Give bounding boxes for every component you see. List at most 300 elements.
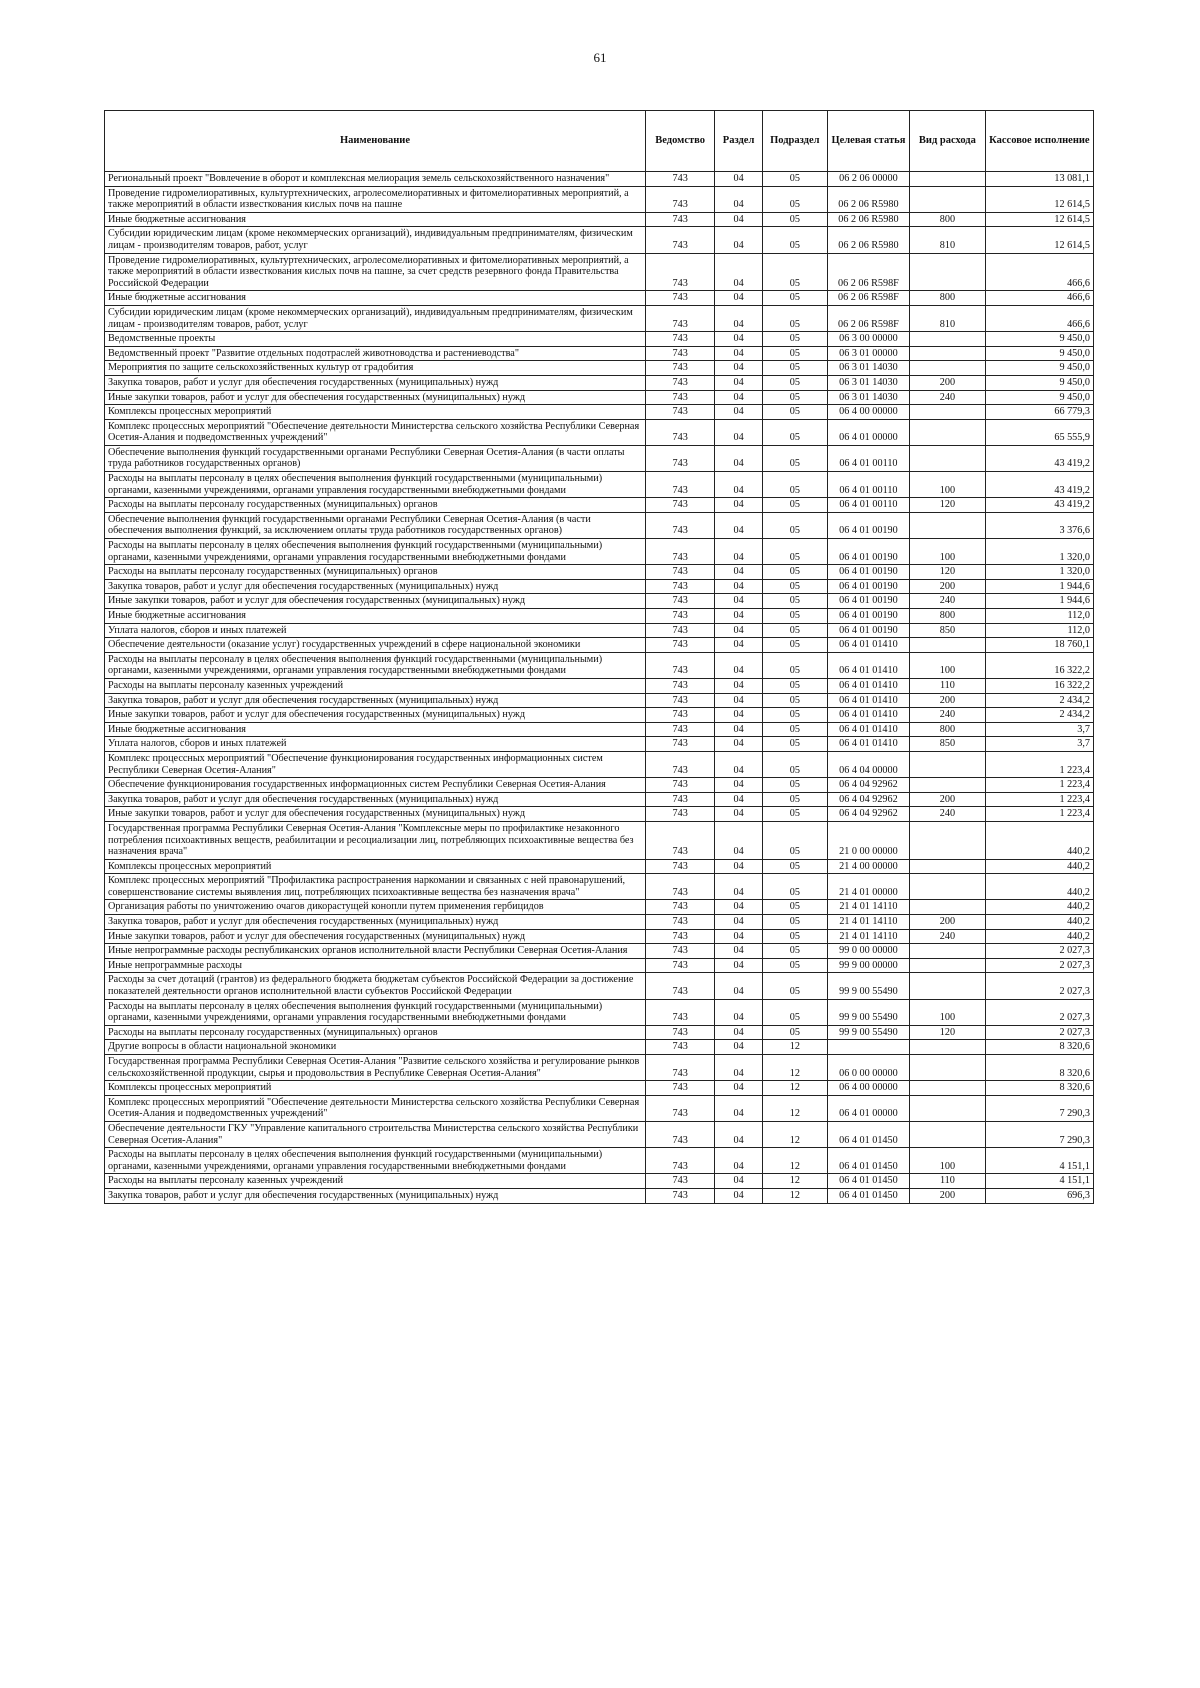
cell-name: Иные бюджетные ассигнования (105, 609, 646, 624)
cell-execution: 9 450,0 (985, 375, 1093, 390)
cell-dept: 743 (646, 1025, 715, 1040)
cell-subsection: 05 (762, 512, 827, 538)
cell-expense-type (910, 445, 986, 471)
cell-dept: 743 (646, 305, 715, 331)
page-number: 61 (593, 50, 607, 65)
cell-name: Иные бюджетные ассигнования (105, 291, 646, 306)
cell-section: 04 (715, 874, 763, 900)
cell-section: 04 (715, 915, 763, 930)
table-row (105, 227, 1094, 253)
cell-subsection: 05 (762, 874, 827, 900)
cell-execution: 1 944,6 (985, 579, 1093, 594)
cell-name: Государственная программа Республики Северная Осетия-Алания "Развитие сельского хозяйства и регулирование рынков сельскохозяйственной продукции, сырья и продовольствия в Республике Северная Осетия-Алания" (105, 1055, 646, 1081)
cell-execution: 1 223,4 (985, 807, 1093, 822)
cell-section: 04 (715, 1121, 763, 1147)
cell-execution: 440,2 (985, 874, 1093, 900)
cell-name: Закупка товаров, работ и услуг для обеспечения государственных (муниципальных) нужд (105, 693, 646, 708)
cell-expense-type (910, 1081, 986, 1096)
cell-name: Расходы за счет дотаций (грантов) из федерального бюджета бюджетам субъектов Российской Федерации за достижение показателей деятельности органов исполнительной власти субъектов Российской Федерации (105, 973, 646, 999)
table-row (105, 623, 1094, 638)
cell-section: 04 (715, 565, 763, 580)
cell-execution: 1 944,6 (985, 594, 1093, 609)
cell-name: Уплата налогов, сборов и иных платежей (105, 737, 646, 752)
cell-section: 04 (715, 859, 763, 874)
cell-expense-type (910, 172, 986, 187)
cell-name: Расходы на выплаты персоналу государственных (муниципальных) органов (105, 1025, 646, 1040)
cell-subsection: 05 (762, 792, 827, 807)
table-row (105, 212, 1094, 227)
cell-name: Комплекс процессных мероприятий "Профилактика распространения наркомании и связанных с ней правонарушений, совершенствование системы выявления лиц, потребляющих психоактивные вещества без назначения врача" (105, 874, 646, 900)
table-row (105, 375, 1094, 390)
cell-expense-type: 800 (910, 609, 986, 624)
cell-expense-type: 200 (910, 375, 986, 390)
cell-execution: 440,2 (985, 929, 1093, 944)
cell-execution: 8 320,6 (985, 1081, 1093, 1096)
cell-execution: 9 450,0 (985, 332, 1093, 347)
cell-execution: 112,0 (985, 623, 1093, 638)
cell-target: 99 9 00 00000 (827, 958, 909, 973)
cell-target: 06 4 01 00190 (827, 512, 909, 538)
cell-dept: 743 (646, 594, 715, 609)
cell-section: 04 (715, 472, 763, 498)
cell-dept: 743 (646, 678, 715, 693)
table-row (105, 390, 1094, 405)
cell-name: Расходы на выплаты персоналу в целях обеспечения выполнения функций государственными (муниципальными) органами, казенными учреждениями, органами управления государственными внебюджетными фондами (105, 539, 646, 565)
cell-target: 06 4 01 01410 (827, 722, 909, 737)
cell-execution: 43 419,2 (985, 498, 1093, 513)
cell-target: 06 4 01 01410 (827, 638, 909, 653)
table-row (105, 751, 1094, 777)
cell-section: 04 (715, 722, 763, 737)
cell-target: 06 4 01 00000 (827, 1095, 909, 1121)
cell-name: Ведомственные проекты (105, 332, 646, 347)
cell-dept: 743 (646, 792, 715, 807)
cell-dept: 743 (646, 944, 715, 959)
cell-dept: 743 (646, 186, 715, 212)
cell-section: 04 (715, 346, 763, 361)
cell-execution: 66 779,3 (985, 405, 1093, 420)
table-row (105, 1040, 1094, 1055)
table-row (105, 859, 1094, 874)
cell-dept: 743 (646, 172, 715, 187)
table-row (105, 999, 1094, 1025)
cell-subsection: 05 (762, 253, 827, 291)
cell-subsection: 12 (762, 1040, 827, 1055)
cell-section: 04 (715, 375, 763, 390)
cell-dept: 743 (646, 1148, 715, 1174)
cell-execution: 466,6 (985, 305, 1093, 331)
cell-dept: 743 (646, 859, 715, 874)
cell-section: 04 (715, 1095, 763, 1121)
table-row (105, 792, 1094, 807)
table-row (105, 722, 1094, 737)
cell-name: Закупка товаров, работ и услуг для обеспечения государственных (муниципальных) нужд (105, 915, 646, 930)
cell-section: 04 (715, 291, 763, 306)
cell-name: Проведение гидромелиоративных, культуртехнических, агролесомелиоративных и фитомелиоративных мероприятий, а также мероприятий в области известкования кислых почв на пашне (105, 186, 646, 212)
cell-subsection: 05 (762, 821, 827, 859)
cell-execution: 2 434,2 (985, 708, 1093, 723)
cell-expense-type (910, 1055, 986, 1081)
cell-subsection: 05 (762, 594, 827, 609)
cell-expense-type: 120 (910, 565, 986, 580)
cell-execution: 1 223,4 (985, 778, 1093, 793)
cell-execution: 7 290,3 (985, 1121, 1093, 1147)
cell-target: 06 4 01 00190 (827, 579, 909, 594)
cell-subsection: 05 (762, 737, 827, 752)
table-row (105, 821, 1094, 859)
cell-section: 04 (715, 623, 763, 638)
cell-name: Иные бюджетные ассигнования (105, 212, 646, 227)
cell-expense-type: 240 (910, 807, 986, 822)
cell-section: 04 (715, 390, 763, 405)
cell-name: Расходы на выплаты персоналу в целях обеспечения выполнения функций государственными (муниципальными) органами, казенными учреждениями, органами управления государственными внебюджетными фондами (105, 652, 646, 678)
cell-section: 04 (715, 539, 763, 565)
cell-target: 99 9 00 55490 (827, 999, 909, 1025)
cell-execution: 2 027,3 (985, 958, 1093, 973)
cell-name: Комплекс процессных мероприятий "Обеспечение функционирования государственных информационных систем Республики Северная Осетия-Алания" (105, 751, 646, 777)
cell-expense-type: 120 (910, 498, 986, 513)
cell-target: 06 4 00 00000 (827, 1081, 909, 1096)
cell-expense-type: 100 (910, 652, 986, 678)
cell-execution: 466,6 (985, 291, 1093, 306)
cell-section: 04 (715, 1040, 763, 1055)
cell-execution: 440,2 (985, 900, 1093, 915)
cell-section: 04 (715, 652, 763, 678)
cell-execution: 65 555,9 (985, 419, 1093, 445)
cell-section: 04 (715, 1174, 763, 1189)
cell-target: 06 4 04 92962 (827, 778, 909, 793)
cell-subsection: 05 (762, 445, 827, 471)
table-row (105, 807, 1094, 822)
cell-section: 04 (715, 445, 763, 471)
cell-execution: 12 614,5 (985, 186, 1093, 212)
table-row (105, 565, 1094, 580)
cell-expense-type: 100 (910, 999, 986, 1025)
cell-dept: 743 (646, 929, 715, 944)
cell-subsection: 05 (762, 778, 827, 793)
cell-name: Расходы на выплаты персоналу в целях обеспечения выполнения функций государственными (муниципальными) органами, казенными учреждениями, органами управления государственными внебюджетными фондами (105, 1148, 646, 1174)
cell-expense-type: 110 (910, 1174, 986, 1189)
cell-dept: 743 (646, 579, 715, 594)
cell-section: 04 (715, 821, 763, 859)
cell-name: Субсидии юридическим лицам (кроме некоммерческих организаций), индивидуальным предпринимателям, физическим лицам - производителям товаров, работ, услуг (105, 227, 646, 253)
cell-subsection: 05 (762, 291, 827, 306)
cell-dept: 743 (646, 498, 715, 513)
cell-execution: 440,2 (985, 859, 1093, 874)
cell-name: Закупка товаров, работ и услуг для обеспечения государственных (муниципальных) нужд (105, 792, 646, 807)
cell-dept: 743 (646, 722, 715, 737)
cell-subsection: 05 (762, 305, 827, 331)
cell-execution: 440,2 (985, 915, 1093, 930)
cell-section: 04 (715, 678, 763, 693)
cell-dept: 743 (646, 874, 715, 900)
cell-target: 06 2 06 R598F (827, 291, 909, 306)
cell-subsection: 05 (762, 929, 827, 944)
cell-name: Обеспечение деятельности ГКУ "Управление капитального строительства Министерства сельского хозяйства Республики Северная Осетия-Алания" (105, 1121, 646, 1147)
cell-name: Другие вопросы в области национальной экономики (105, 1040, 646, 1055)
cell-expense-type (910, 1095, 986, 1121)
cell-subsection: 05 (762, 958, 827, 973)
cell-target: 21 0 00 00000 (827, 821, 909, 859)
cell-execution: 1 223,4 (985, 792, 1093, 807)
cell-target: 21 4 01 14110 (827, 929, 909, 944)
cell-target (827, 1040, 909, 1055)
cell-section: 04 (715, 172, 763, 187)
cell-execution: 9 450,0 (985, 361, 1093, 376)
table-row (105, 419, 1094, 445)
table-row (105, 929, 1094, 944)
cell-subsection: 05 (762, 227, 827, 253)
cell-dept: 743 (646, 652, 715, 678)
cell-execution: 2 027,3 (985, 973, 1093, 999)
table-row (105, 609, 1094, 624)
cell-expense-type: 800 (910, 722, 986, 737)
column-header-section: Раздел (715, 111, 763, 172)
cell-target: 06 2 06 R598F (827, 305, 909, 331)
cell-section: 04 (715, 1055, 763, 1081)
cell-section: 04 (715, 332, 763, 347)
cell-subsection: 05 (762, 346, 827, 361)
cell-name: Комплекс процессных мероприятий "Обеспечение деятельности Министерства сельского хозяйства Республики Северная Осетия-Алания и подведомственных учреждений" (105, 419, 646, 445)
cell-target: 06 3 00 00000 (827, 332, 909, 347)
table-row (105, 332, 1094, 347)
cell-dept: 743 (646, 751, 715, 777)
cell-expense-type: 800 (910, 212, 986, 227)
cell-execution: 12 614,5 (985, 227, 1093, 253)
cell-name: Иные непрограммные расходы (105, 958, 646, 973)
cell-dept: 743 (646, 623, 715, 638)
cell-dept: 743 (646, 915, 715, 930)
cell-name: Комплекс процессных мероприятий "Обеспечение деятельности Министерства сельского хозяйства Республики Северная Осетия-Алания и подведомственных учреждений" (105, 1095, 646, 1121)
cell-target: 06 4 01 00190 (827, 623, 909, 638)
cell-execution: 1 320,0 (985, 539, 1093, 565)
cell-dept: 743 (646, 1040, 715, 1055)
cell-dept: 743 (646, 472, 715, 498)
cell-target: 06 4 01 00110 (827, 445, 909, 471)
cell-subsection: 05 (762, 172, 827, 187)
table-row (105, 253, 1094, 291)
budget-execution-table (104, 110, 1094, 1204)
column-header-dept: Ведомство (646, 111, 715, 172)
cell-section: 04 (715, 1188, 763, 1203)
cell-section: 04 (715, 1148, 763, 1174)
table-row (105, 973, 1094, 999)
cell-execution: 3 376,6 (985, 512, 1093, 538)
cell-dept: 743 (646, 1188, 715, 1203)
cell-subsection: 05 (762, 999, 827, 1025)
cell-expense-type (910, 958, 986, 973)
cell-dept: 743 (646, 361, 715, 376)
cell-subsection: 05 (762, 915, 827, 930)
table-row (105, 291, 1094, 306)
cell-section: 04 (715, 929, 763, 944)
cell-expense-type (910, 638, 986, 653)
cell-target: 06 4 01 01450 (827, 1148, 909, 1174)
cell-subsection: 05 (762, 652, 827, 678)
table-row (105, 1148, 1094, 1174)
cell-dept: 743 (646, 737, 715, 752)
cell-subsection: 05 (762, 678, 827, 693)
cell-dept: 743 (646, 375, 715, 390)
table-row (105, 1121, 1094, 1147)
cell-expense-type: 200 (910, 915, 986, 930)
cell-target: 99 0 00 00000 (827, 944, 909, 959)
table-row (105, 638, 1094, 653)
cell-target: 06 4 01 01410 (827, 678, 909, 693)
cell-dept: 743 (646, 390, 715, 405)
cell-name: Расходы на выплаты персоналу казенных учреждений (105, 678, 646, 693)
cell-expense-type (910, 1121, 986, 1147)
cell-target: 06 4 01 01410 (827, 708, 909, 723)
cell-name: Обеспечение функционирования государственных информационных систем Республики Северная Осетия-Алания (105, 778, 646, 793)
cell-expense-type (910, 944, 986, 959)
table-row (105, 1174, 1094, 1189)
cell-target: 21 4 01 00000 (827, 874, 909, 900)
cell-target: 06 4 01 01450 (827, 1174, 909, 1189)
cell-subsection: 05 (762, 565, 827, 580)
cell-target: 06 2 06 R5980 (827, 227, 909, 253)
table-row (105, 594, 1094, 609)
cell-expense-type: 110 (910, 678, 986, 693)
cell-expense-type: 240 (910, 390, 986, 405)
cell-name: Расходы на выплаты персоналу казенных учреждений (105, 1174, 646, 1189)
cell-dept: 743 (646, 807, 715, 822)
cell-name: Мероприятия по защите сельскохозяйственных культур от градобития (105, 361, 646, 376)
cell-expense-type: 850 (910, 737, 986, 752)
cell-dept: 743 (646, 212, 715, 227)
cell-section: 04 (715, 579, 763, 594)
table-row (105, 874, 1094, 900)
table-row (105, 678, 1094, 693)
cell-execution: 18 760,1 (985, 638, 1093, 653)
table-header-row (105, 111, 1094, 172)
table-row (105, 900, 1094, 915)
cell-target: 06 4 01 00110 (827, 472, 909, 498)
cell-expense-type: 200 (910, 792, 986, 807)
cell-subsection: 05 (762, 623, 827, 638)
cell-subsection: 05 (762, 375, 827, 390)
cell-expense-type: 240 (910, 594, 986, 609)
cell-expense-type (910, 859, 986, 874)
cell-subsection: 12 (762, 1174, 827, 1189)
table-row (105, 778, 1094, 793)
cell-target: 99 9 00 55490 (827, 973, 909, 999)
table-row (105, 1025, 1094, 1040)
cell-subsection: 05 (762, 472, 827, 498)
cell-expense-type: 200 (910, 693, 986, 708)
cell-execution: 16 322,2 (985, 652, 1093, 678)
cell-name: Иные закупки товаров, работ и услуг для обеспечения государственных (муниципальных) нужд (105, 390, 646, 405)
table-row (105, 944, 1094, 959)
column-header-subsection: Подраздел (762, 111, 827, 172)
cell-section: 04 (715, 253, 763, 291)
cell-execution: 2 027,3 (985, 999, 1093, 1025)
cell-dept: 743 (646, 512, 715, 538)
cell-dept: 743 (646, 1174, 715, 1189)
cell-subsection: 05 (762, 638, 827, 653)
cell-section: 04 (715, 693, 763, 708)
cell-section: 04 (715, 305, 763, 331)
cell-expense-type: 100 (910, 1148, 986, 1174)
cell-target: 06 2 06 00000 (827, 172, 909, 187)
table-body (105, 172, 1094, 1204)
cell-subsection: 12 (762, 1121, 827, 1147)
cell-subsection: 05 (762, 539, 827, 565)
cell-section: 04 (715, 1081, 763, 1096)
cell-dept: 743 (646, 346, 715, 361)
cell-subsection: 05 (762, 332, 827, 347)
column-header-name: Наименование (105, 111, 646, 172)
cell-expense-type (910, 821, 986, 859)
cell-subsection: 05 (762, 693, 827, 708)
cell-expense-type: 240 (910, 708, 986, 723)
cell-execution: 3,7 (985, 737, 1093, 752)
cell-dept: 743 (646, 778, 715, 793)
cell-name: Комплексы процессных мероприятий (105, 1081, 646, 1096)
cell-name: Иные бюджетные ассигнования (105, 722, 646, 737)
cell-subsection: 12 (762, 1055, 827, 1081)
cell-name: Ведомственный проект "Развитие отдельных подотраслей животноводства и растениеводства" (105, 346, 646, 361)
cell-dept: 743 (646, 291, 715, 306)
cell-target: 06 3 01 14030 (827, 375, 909, 390)
cell-name: Субсидии юридическим лицам (кроме некоммерческих организаций), индивидуальным предпринимателям, физическим лицам - производителям товаров, работ, услуг (105, 305, 646, 331)
cell-expense-type: 200 (910, 1188, 986, 1203)
cell-name: Комплексы процессных мероприятий (105, 405, 646, 420)
cell-dept: 743 (646, 253, 715, 291)
cell-subsection: 05 (762, 419, 827, 445)
cell-target: 06 2 06 R5980 (827, 186, 909, 212)
cell-target: 06 4 04 92962 (827, 807, 909, 822)
table-row (105, 708, 1094, 723)
cell-subsection: 05 (762, 722, 827, 737)
cell-section: 04 (715, 778, 763, 793)
cell-section: 04 (715, 361, 763, 376)
cell-name: Иные закупки товаров, работ и услуг для обеспечения государственных (муниципальных) нужд (105, 929, 646, 944)
cell-execution: 2 027,3 (985, 1025, 1093, 1040)
cell-expense-type (910, 1040, 986, 1055)
cell-subsection: 05 (762, 579, 827, 594)
cell-section: 04 (715, 405, 763, 420)
cell-expense-type (910, 361, 986, 376)
cell-dept: 743 (646, 609, 715, 624)
table-row (105, 539, 1094, 565)
table-row (105, 405, 1094, 420)
cell-expense-type: 810 (910, 305, 986, 331)
cell-execution: 12 614,5 (985, 212, 1093, 227)
cell-execution: 4 151,1 (985, 1148, 1093, 1174)
cell-dept: 743 (646, 1055, 715, 1081)
cell-target: 06 3 01 14030 (827, 390, 909, 405)
cell-name: Иные закупки товаров, работ и услуг для обеспечения государственных (муниципальных) нужд (105, 594, 646, 609)
cell-name: Уплата налогов, сборов и иных платежей (105, 623, 646, 638)
cell-target: 06 3 01 14030 (827, 361, 909, 376)
cell-target: 06 4 01 00190 (827, 609, 909, 624)
cell-expense-type: 810 (910, 227, 986, 253)
cell-dept: 743 (646, 821, 715, 859)
table-row (105, 737, 1094, 752)
cell-dept: 743 (646, 693, 715, 708)
cell-subsection: 05 (762, 186, 827, 212)
cell-name: Закупка товаров, работ и услуг для обеспечения государственных (муниципальных) нужд (105, 579, 646, 594)
table-row (105, 958, 1094, 973)
cell-target: 99 9 00 55490 (827, 1025, 909, 1040)
cell-dept: 743 (646, 1095, 715, 1121)
cell-dept: 743 (646, 332, 715, 347)
table-row (105, 1055, 1094, 1081)
cell-expense-type (910, 900, 986, 915)
cell-name: Иные закупки товаров, работ и услуг для обеспечения государственных (муниципальных) нужд (105, 807, 646, 822)
cell-section: 04 (715, 999, 763, 1025)
